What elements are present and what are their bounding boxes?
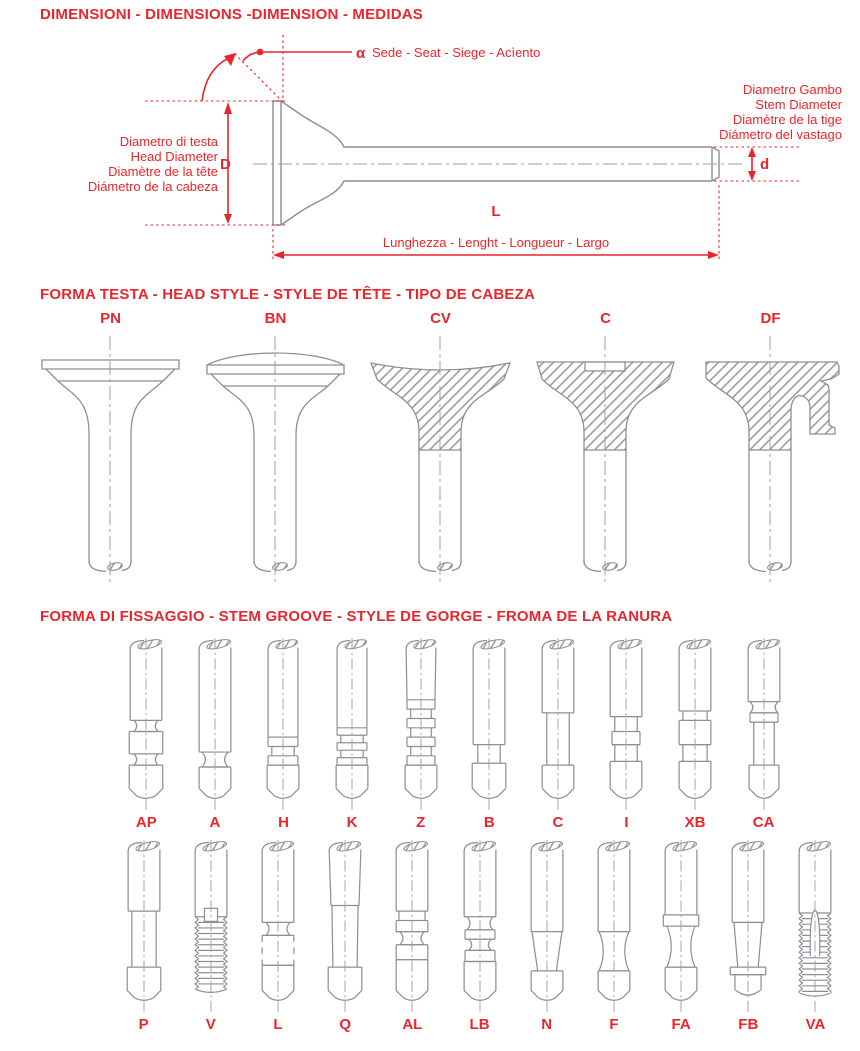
head-diameter-label-3: Diamètre de la tête <box>108 164 218 179</box>
stem-groove-drawing <box>393 638 449 812</box>
stem-groove-drawing <box>116 840 172 1014</box>
stem-groove-item <box>386 638 455 831</box>
dimensions-title: DIMENSIONI - DIMENSIONS -DIMENSION - MEDIDAS <box>40 6 423 23</box>
stem-groove-drawing <box>530 638 586 812</box>
head-style-drawing <box>688 332 853 587</box>
alpha-symbol: α <box>356 45 366 62</box>
stem-groove-item <box>580 840 647 1033</box>
stem-groove-drawing <box>586 840 642 1014</box>
stem-groove-code: CA <box>752 814 775 831</box>
head-style-code: BN <box>264 310 287 327</box>
head-style-title: FORMA TESTA - HEAD STYLE - STYLE DE TÊTE - TIPO DE CABEZA <box>40 286 536 303</box>
head-style-item <box>358 310 523 587</box>
stem-groove-drawing <box>118 638 174 812</box>
head-style-drawing <box>193 332 358 587</box>
stem-groove-item <box>648 840 715 1033</box>
stem-groove-item <box>455 638 524 831</box>
stem-groove-item <box>592 638 661 831</box>
stem-groove-row-2 <box>110 840 850 1033</box>
symbol-L: L <box>491 203 501 220</box>
stem-diameter-label-4: Diámetro del vastago <box>719 127 842 142</box>
stem-groove-code: B <box>483 814 495 831</box>
stem-groove-item <box>249 638 318 831</box>
head-style-drawing <box>28 332 193 587</box>
stem-groove-code: FB <box>738 1016 759 1033</box>
stem-diameter-label-3: Diamètre de la tige <box>732 112 842 127</box>
head-style-code: CV <box>430 310 451 327</box>
stem-groove-item <box>729 638 798 831</box>
stem-groove-code: Z <box>416 814 426 831</box>
stem-groove-drawing <box>736 638 792 812</box>
stem-groove-row-1 <box>112 638 798 831</box>
stem-groove-drawing <box>653 840 709 1014</box>
stem-groove-drawing <box>183 840 239 1014</box>
stem-groove-item <box>446 840 513 1033</box>
stem-groove-code: A <box>209 814 221 831</box>
stem-groove-code: V <box>205 1016 216 1033</box>
head-style-drawing <box>523 332 688 587</box>
stem-groove-drawing <box>720 840 776 1014</box>
stem-groove-code: L <box>273 1016 283 1033</box>
stem-groove-item <box>379 840 446 1033</box>
stem-diameter-label-2: Stem Diameter <box>755 97 842 112</box>
stem-groove-drawing <box>187 638 243 812</box>
stem-groove-item <box>312 840 379 1033</box>
stem-groove-code: H <box>278 814 289 831</box>
stem-groove-drawing <box>598 638 654 812</box>
stem-groove-title: FORMA DI FISSAGGIO - STEM GROOVE - STYLE DE GORGE - FROMA DE LA RANURA <box>40 608 673 625</box>
head-diameter-label-2: Head Diameter <box>130 149 218 164</box>
head-style-item <box>523 310 688 587</box>
stem-groove-item <box>112 638 181 831</box>
stem-groove-item <box>110 840 177 1033</box>
seat-label: Sede - Seat - Siege - Acìento <box>372 45 541 60</box>
stem-groove-code: VA <box>805 1016 826 1033</box>
stem-groove-drawing <box>317 840 373 1014</box>
symbol-d: d <box>760 156 770 173</box>
stem-groove-item <box>177 840 244 1033</box>
stem-groove-drawing <box>452 840 508 1014</box>
stem-groove-item <box>715 840 782 1033</box>
head-style-item <box>688 310 853 587</box>
stem-groove-drawing <box>384 840 440 1014</box>
stem-groove-item <box>524 638 593 831</box>
stem-groove-code: F <box>609 1016 619 1033</box>
stem-groove-drawing <box>519 840 575 1014</box>
stem-groove-code: Q <box>339 1016 351 1033</box>
stem-groove-code: P <box>138 1016 149 1033</box>
stem-groove-item <box>513 840 580 1033</box>
head-diameter-label-1: Diametro di testa <box>119 134 218 149</box>
stem-groove-item <box>318 638 387 831</box>
head-style-item <box>28 310 193 587</box>
stem-groove-drawing <box>667 638 723 812</box>
stem-groove-item <box>181 638 250 831</box>
stem-groove-code: I <box>624 814 629 831</box>
head-diameter-label-4: Diámetro de la cabeza <box>87 179 218 194</box>
stem-groove-code: AL <box>402 1016 423 1033</box>
head-style-code: C <box>600 310 611 327</box>
head-style-item <box>193 310 358 587</box>
stem-groove-code: AP <box>135 814 157 831</box>
stem-diameter-label-1: Diametro Gambo <box>743 82 842 97</box>
head-style-drawing <box>358 332 523 587</box>
stem-groove-item <box>244 840 311 1033</box>
stem-groove-code: LB <box>469 1016 490 1033</box>
stem-groove-code: N <box>541 1016 553 1033</box>
length-label: Lunghezza - Lenght - Longueur - Largo <box>382 235 610 250</box>
valve-dimensions-diagram <box>0 28 860 278</box>
stem-groove-item <box>782 840 849 1033</box>
stem-groove-code: XB <box>684 814 706 831</box>
head-style-code: PN <box>100 310 121 327</box>
stem-groove-code: K <box>346 814 358 831</box>
stem-groove-drawing <box>324 638 380 812</box>
head-style-code: DF <box>760 310 781 327</box>
symbol-D: D <box>220 156 231 173</box>
stem-groove-code: C <box>552 814 564 831</box>
stem-groove-drawing <box>255 638 311 812</box>
stem-groove-drawing <box>250 840 306 1014</box>
stem-groove-item <box>661 638 730 831</box>
stem-groove-drawing <box>787 840 843 1014</box>
stem-groove-code: FA <box>671 1016 691 1033</box>
stem-groove-drawing <box>461 638 517 812</box>
head-style-row <box>28 310 853 587</box>
